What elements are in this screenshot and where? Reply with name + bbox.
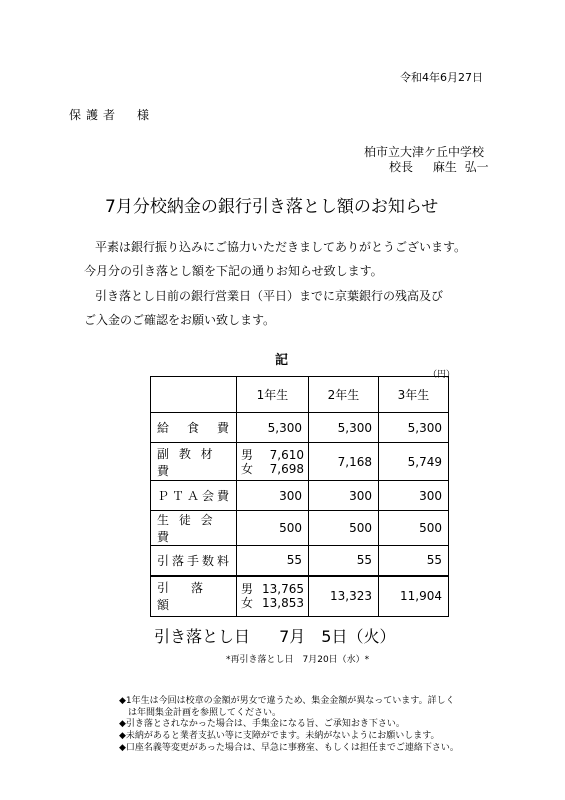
cell-grade1: 5,300 xyxy=(237,413,309,443)
body-line: 平素は銀行振り込みにご協力いただきましてありがとうございます。 xyxy=(95,240,467,254)
currency-unit: （円） xyxy=(428,370,456,380)
row-label: 給 食 費 xyxy=(151,413,237,443)
sender-school: 柏市立大津ケ丘中学校 xyxy=(364,145,485,159)
notice-title: 7月分校納金の銀行引き落とし額のお知らせ xyxy=(105,197,439,217)
table-row xyxy=(151,546,449,576)
addressee: 保護者 様 xyxy=(69,108,155,122)
cell-grade3: 5,300 xyxy=(379,413,449,443)
cell-grade3: 55 xyxy=(379,546,449,576)
total-label: 引落額 xyxy=(151,576,237,617)
female-value: 13,853 xyxy=(262,596,304,611)
female-value: 7,698 xyxy=(269,461,304,476)
male-label: 男 xyxy=(241,447,254,462)
table-header-row xyxy=(151,377,449,413)
note-line: ◆未納があると業者支払い等に支障がでます。未納がないようにお願いします。 xyxy=(119,731,440,741)
table-row xyxy=(151,511,449,546)
total-grade2: 13,323 xyxy=(309,576,379,617)
cell-grade2: 55 xyxy=(309,546,379,576)
table-total-row xyxy=(151,576,449,617)
header-grade3: 3年生 xyxy=(379,377,449,413)
header-grade2: 2年生 xyxy=(309,377,379,413)
cell-grade3: 5,749 xyxy=(379,443,449,481)
ki-heading: 記 xyxy=(275,353,289,368)
cell-grade2: 7,168 xyxy=(309,443,379,481)
male-value: 13,765 xyxy=(262,582,304,597)
cell-grade2: 300 xyxy=(309,481,379,511)
female-label: 女 xyxy=(241,596,254,611)
cell-grade2: 5,300 xyxy=(309,413,379,443)
body-line: ご入金のご確認をお願い致します。 xyxy=(84,313,276,327)
fee-table xyxy=(150,376,449,617)
female-label: 女 xyxy=(241,461,254,476)
row-label: 副 教 材 費 xyxy=(151,443,237,481)
table-row xyxy=(151,481,449,511)
note-line: ◆引き落とされなかった場合は、手集金になる旨、ご承知おき下さい。 xyxy=(119,719,405,729)
debit-date: 引き落とし日 7月 5日（火） xyxy=(154,627,396,646)
note-line: ◆1年生は今回は校章の金額が男女で違うため、集金金額が異なっています。詳しく xyxy=(119,696,455,706)
header-grade1: 1年生 xyxy=(237,377,309,413)
total-grade1-split xyxy=(237,576,309,617)
letter-date: 令和4年6月27日 xyxy=(400,71,483,84)
cell-grade1: 300 xyxy=(237,481,309,511)
cell-grade1: 55 xyxy=(237,546,309,576)
row-label: ＰＴＡ会費 xyxy=(151,481,237,511)
cell-grade3: 500 xyxy=(379,511,449,546)
male-label: 男 xyxy=(241,582,254,597)
body-line: 今月分の引き落とし額を下記の通りお知らせ致します。 xyxy=(84,264,383,278)
cell-grade2: 500 xyxy=(309,511,379,546)
cell-grade1: 500 xyxy=(237,511,309,546)
row-label: 引落手数料 xyxy=(151,546,237,576)
cell-grade1-split xyxy=(237,443,309,481)
table-row xyxy=(151,443,449,481)
body-line: 引き落とし日前の銀行営業日（平日）までに京葉銀行の残高及び xyxy=(95,289,444,303)
note-line: ◆口座名義等変更があった場合は、早急に事務室、もしくは担任までご連絡下さい。 xyxy=(119,743,459,753)
row-label: 生 徒 会 費 xyxy=(151,511,237,546)
male-value: 7,610 xyxy=(269,447,304,462)
table-row xyxy=(151,413,449,443)
total-grade3: 11,904 xyxy=(379,576,449,617)
redebit-date: *再引き落とし日 7月20日（水）* xyxy=(226,655,370,665)
sender-principal: 校長 麻生 弘一 xyxy=(389,160,489,174)
header-blank xyxy=(151,377,237,413)
cell-grade3: 300 xyxy=(379,481,449,511)
note-line: は年間集金計画を参照してください。 xyxy=(128,708,282,718)
